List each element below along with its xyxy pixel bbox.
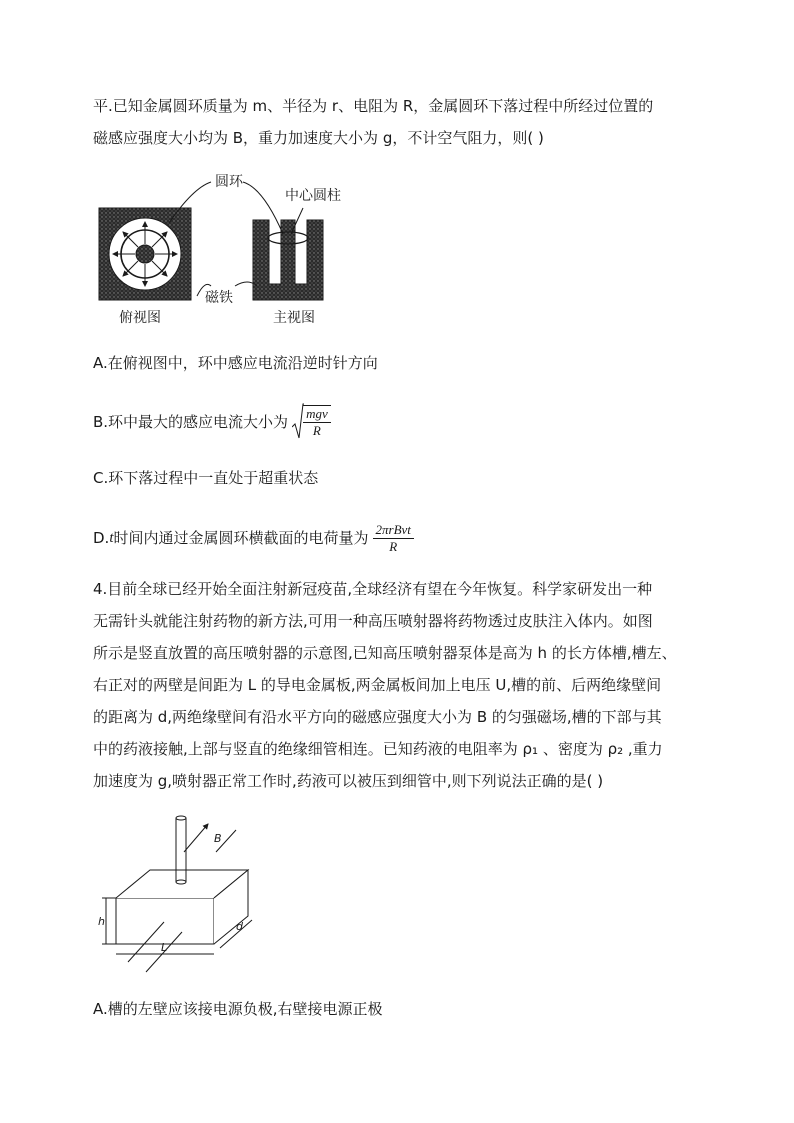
q3-option-d-var: t [109,530,114,546]
label-center-column: 中心圆柱 [285,188,341,204]
q4-stem-line-3: 所示是竖直放置的高压喷射器的示意图,已知高压喷射器泵体是高为 h 的长方体槽,槽左、 [93,644,677,662]
q4-option-a: A.槽的左壁应该接电源负极,右壁接电源正极 [93,1000,383,1018]
q3-stem-line-2: 磁感应强度大小均为 B，重力加速度大小为 g，不计空气阻力，则( ) [93,129,544,147]
label-ring: 圆环 [215,174,243,190]
top-view-magnet [99,208,191,300]
fraction [373,522,414,555]
q4-stem-line-7: 加速度为 g,喷射器正常工作时,药液可以被压到细管中,则下列说法正确的是( ) [93,772,604,790]
label-B: B [214,832,222,845]
q4-figure [98,812,268,982]
q3-option-b-text: B.环中最大的感应电流大小为 [93,413,289,431]
q3-figure [93,168,363,328]
q3-option-b-denominator: R [312,423,321,438]
q3-option-b [93,402,331,442]
q3-option-d-numerator: 2πrBvt [373,522,414,539]
q4-stem-line-5: 的距离为 d,两绝缘壁间有沿水平方向的磁感应强度大小为 B 的匀强磁场,槽的下部与其 [93,708,662,726]
q3-stem-line-1: 平.已知金属圆环质量为 m、半径为 r、电阻为 R，金属圆环下落过程中所经过位置的 [93,97,654,115]
q3-option-a: A.在俯视图中，环中感应电流沿逆时针方向 [93,354,378,372]
q3-option-d-text: 时间内通过金属圆环横截面的电荷量为 [113,529,369,547]
q4-stem-line-2: 无需针头就能注射药物的新方法,可用一种高压喷射器将药物透过皮肤注入体内。如图 [93,612,653,630]
q3-option-b-numerator: mgv [303,406,331,423]
q4-stem-line-6: 中的药液接触,上部与竖直的绝缘细管相连。已知药液的电阻率为 ρ₁ 、密度为 ρ₂ ,重力 [93,740,663,758]
label-d: d [236,920,243,933]
q4-stem-line-4: 右正对的两壁是间距为 L 的导电金属板,两金属板间加上电压 U,槽的前、后两绝缘壁间 [93,676,662,694]
label-magnet: 磁铁 [205,290,233,306]
label-L: L [161,941,168,954]
q4-stem-line-1: 4.目前全球已经开始全面注射新冠疫苗,全球经济有望在今年恢复。科学家研发出一种 [93,580,653,598]
main-view-magnet [253,220,323,300]
q3-option-d-prefix: D. [93,529,110,547]
label-top-view: 俯视图 [119,310,161,326]
label-h: h [98,915,105,928]
sqrt-expression [292,403,331,441]
q3-option-d [93,518,414,558]
q3-option-d-denominator: R [389,538,398,554]
label-main-view: 主视图 [273,310,315,326]
q3-option-c: C.环下落过程中一直处于超重状态 [93,469,319,487]
